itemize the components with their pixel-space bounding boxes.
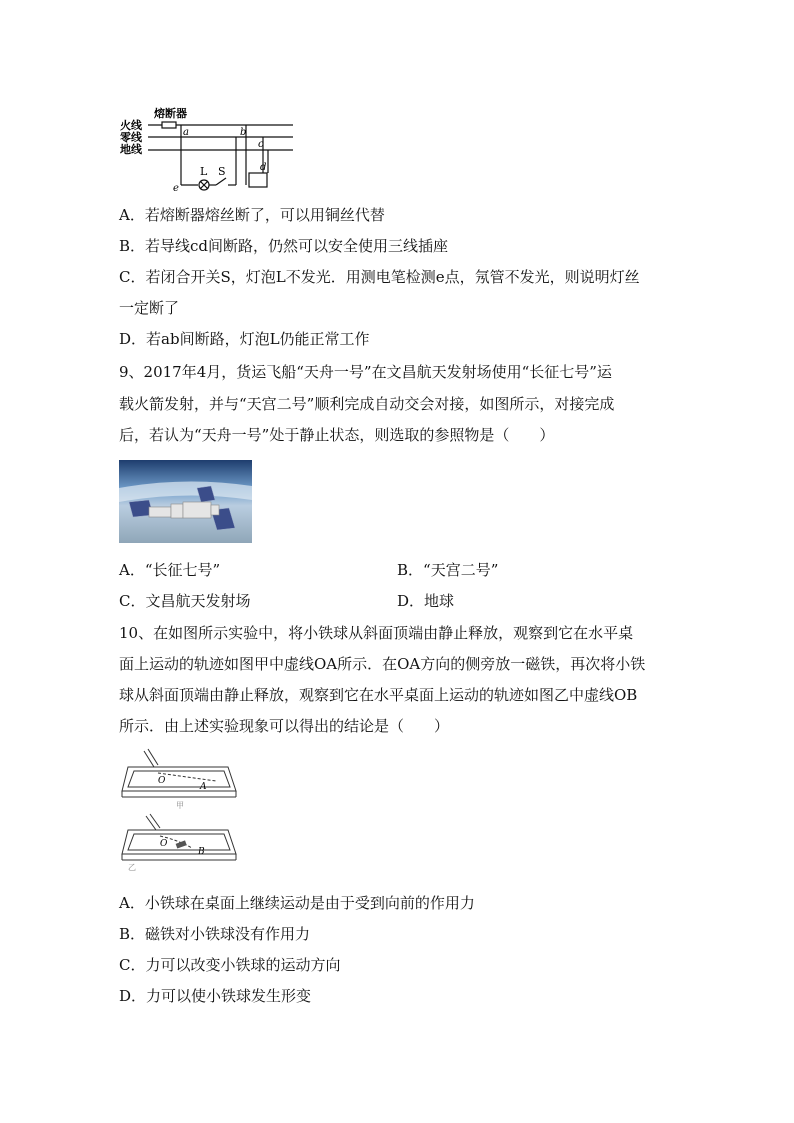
q10-stem-line4: 所示．由上述实验现象可以得出的结论是（ ）	[119, 717, 450, 735]
q8-option-c: C．若闭合开关S，灯泡L不发光．用测电笔检测e点，氖管不发光，则说明灯丝	[119, 268, 640, 286]
q10-option-a: A．小铁球在桌面上继续运动是由于受到向前的作用力	[119, 894, 475, 912]
q10-stem-line3: 球从斜面顶端由静止释放，观察到它在水平桌面上运动的轨迹如图乙中虚线OB	[119, 686, 638, 704]
q8-option-c-cont: 一定断了	[119, 299, 180, 317]
magnet-icon	[176, 840, 187, 848]
fig-bottom-point-b: B	[198, 847, 205, 857]
lamp-label: L	[200, 165, 208, 178]
spacecraft-docking-photo	[119, 460, 252, 543]
q10-option-c: C．力可以改变小铁球的运动方向	[119, 956, 341, 974]
q8-option-a: A．若熔断器熔丝断了，可以用铜丝代替	[119, 206, 385, 224]
experiment-figure-bottom	[120, 812, 238, 872]
point-c: c	[258, 139, 264, 150]
q10-stem-line1: 10、在如图所示实验中，将小铁球从斜面顶端由静止释放，观察到它在水平桌	[119, 624, 634, 642]
fig-top-point-a: A	[200, 782, 207, 792]
fig-top-point-o: O	[158, 776, 166, 786]
q8-option-d: D．若ab间断路，灯泡L仍能正常工作	[119, 330, 370, 348]
point-a: a	[183, 127, 189, 138]
experiment-figure-top	[120, 745, 238, 811]
q9-stem-line2: 载火箭发射，并与“天宫二号”顺利完成自动交会对接，如图所示，对接完成	[119, 395, 615, 413]
q9-option-a: A．“长征七号”	[119, 561, 221, 579]
q10-option-b: B．磁铁对小铁球没有作用力	[119, 925, 311, 943]
fuse-label: 熔断器	[154, 107, 187, 120]
point-b: b	[240, 127, 247, 138]
q9-stem-line1: 9、2017年4月，货运飞船“天舟一号”在文昌航天发射场使用“长征七号”运	[119, 363, 612, 381]
fig-bottom-point-o: O	[160, 839, 168, 849]
q9-option-b: B．“天宫二号”	[397, 561, 499, 579]
fig-bottom-caption: 乙	[128, 863, 136, 872]
q8-option-b: B．若导线cd间断路，仍然可以安全使用三线插座	[119, 237, 449, 255]
ground-wire-label: 地线	[120, 143, 142, 156]
live-wire-label: 火线	[120, 119, 142, 132]
point-d: d	[260, 162, 267, 173]
q9-option-d: D．地球	[397, 592, 455, 610]
q10-stem-line2: 面上运动的轨迹如图甲中虚线OA所示．在OA方向的侧旁放一磁铁，再次将小铁	[119, 655, 646, 673]
circuit-diagram	[118, 105, 298, 193]
q9-stem-line3: 后，若认为“天舟一号”处于静止状态，则选取的参照物是（ ）	[119, 426, 555, 444]
neutral-wire-label: 零线	[120, 131, 142, 144]
fig-top-caption: 甲	[176, 801, 184, 810]
switch-label: S	[218, 165, 226, 178]
q9-option-c: C．文昌航天发射场	[119, 592, 251, 610]
point-e: e	[173, 183, 179, 193]
q10-option-d: D．力可以使小铁球发生形变	[119, 987, 312, 1005]
